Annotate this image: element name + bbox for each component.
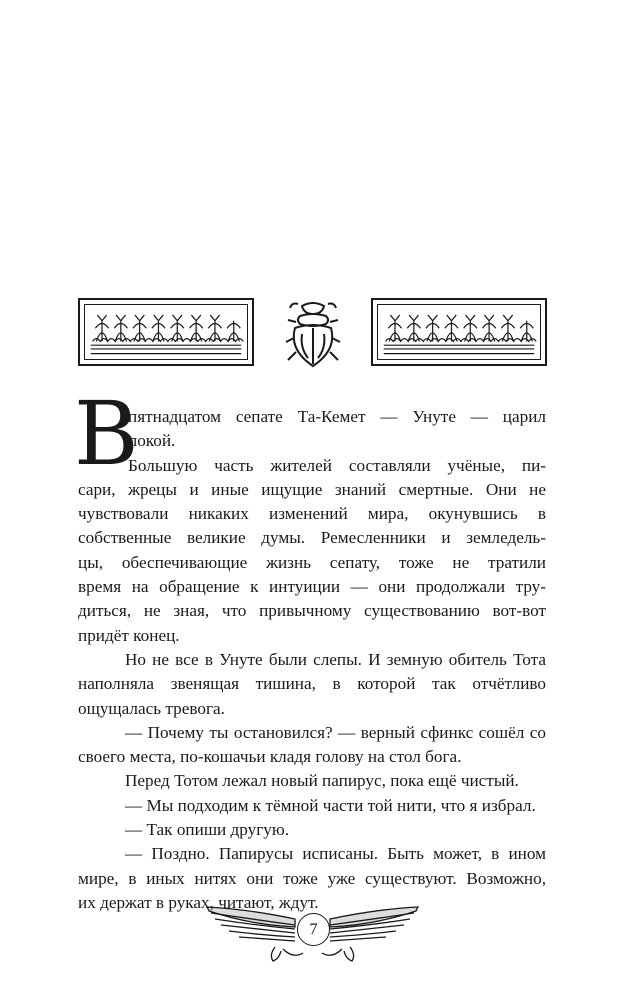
text-line: своего места, по-кошачьи кладя голову на стол бога.: [78, 747, 462, 767]
text-line: Большую часть жителей составляли учёные, пи-: [128, 455, 546, 475]
lotus-frieze-icon: [80, 300, 252, 364]
text-line: мире, в иных нитях они тоже уже существуют. Возможно,: [78, 868, 546, 888]
scarab-icon: [282, 298, 344, 372]
text-line: Но не все в Унуте были слепы. И земную обитель Тота: [125, 649, 546, 669]
text-line: — Почему ты остановился? — верный сфинкс сошёл со: [125, 722, 546, 742]
chapter-ornament: [0, 298, 625, 376]
lotus-frieze-left: [78, 298, 254, 366]
text-line: цы, обеспечивающие жизнь сепату, тоже не тратили: [78, 552, 546, 572]
text-line: — Так опиши другую.: [125, 820, 290, 840]
text-line: их держат в руках, читают, ждут.: [78, 892, 319, 912]
text-line: наполняла звенящая тишина, в которой так отчётливо: [78, 674, 546, 694]
text-line: сари, жрецы и иные ищущие знаний смертные. Они не: [78, 479, 546, 499]
drop-cap: В: [74, 382, 139, 485]
text-line: диться, не зная, что привычному существованию вот-вот: [78, 601, 546, 621]
text-line: ощущалась тревога.: [78, 698, 225, 718]
text-line: время на обращение к интуиции — они продолжали тру-: [78, 577, 546, 597]
text-line: собственные великие думы. Ремесленники и земледель-: [78, 528, 546, 548]
body-text: [78, 405, 546, 915]
text-line: пятнадцатом сепате Та-Кемет — Унуте — царил: [128, 407, 546, 426]
text-line: чувствовали никаких изменений мира, окунувшись в: [78, 504, 546, 524]
text-line: покой.: [128, 431, 176, 451]
lotus-frieze-icon: [373, 300, 545, 364]
page-footer: [205, 903, 420, 965]
text-line: — Мы подходим к тёмной части той нити, что я избрал.: [125, 795, 536, 815]
text-line: Перед Тотом лежал новый папирус, пока ещё чистый.: [125, 771, 519, 791]
lotus-frieze-right: [371, 298, 547, 366]
text-line: — Поздно. Папирусы исписаны. Быть может, в ином: [125, 844, 546, 864]
page-number: 7: [297, 913, 330, 946]
text-line: придёт конец.: [78, 625, 180, 645]
